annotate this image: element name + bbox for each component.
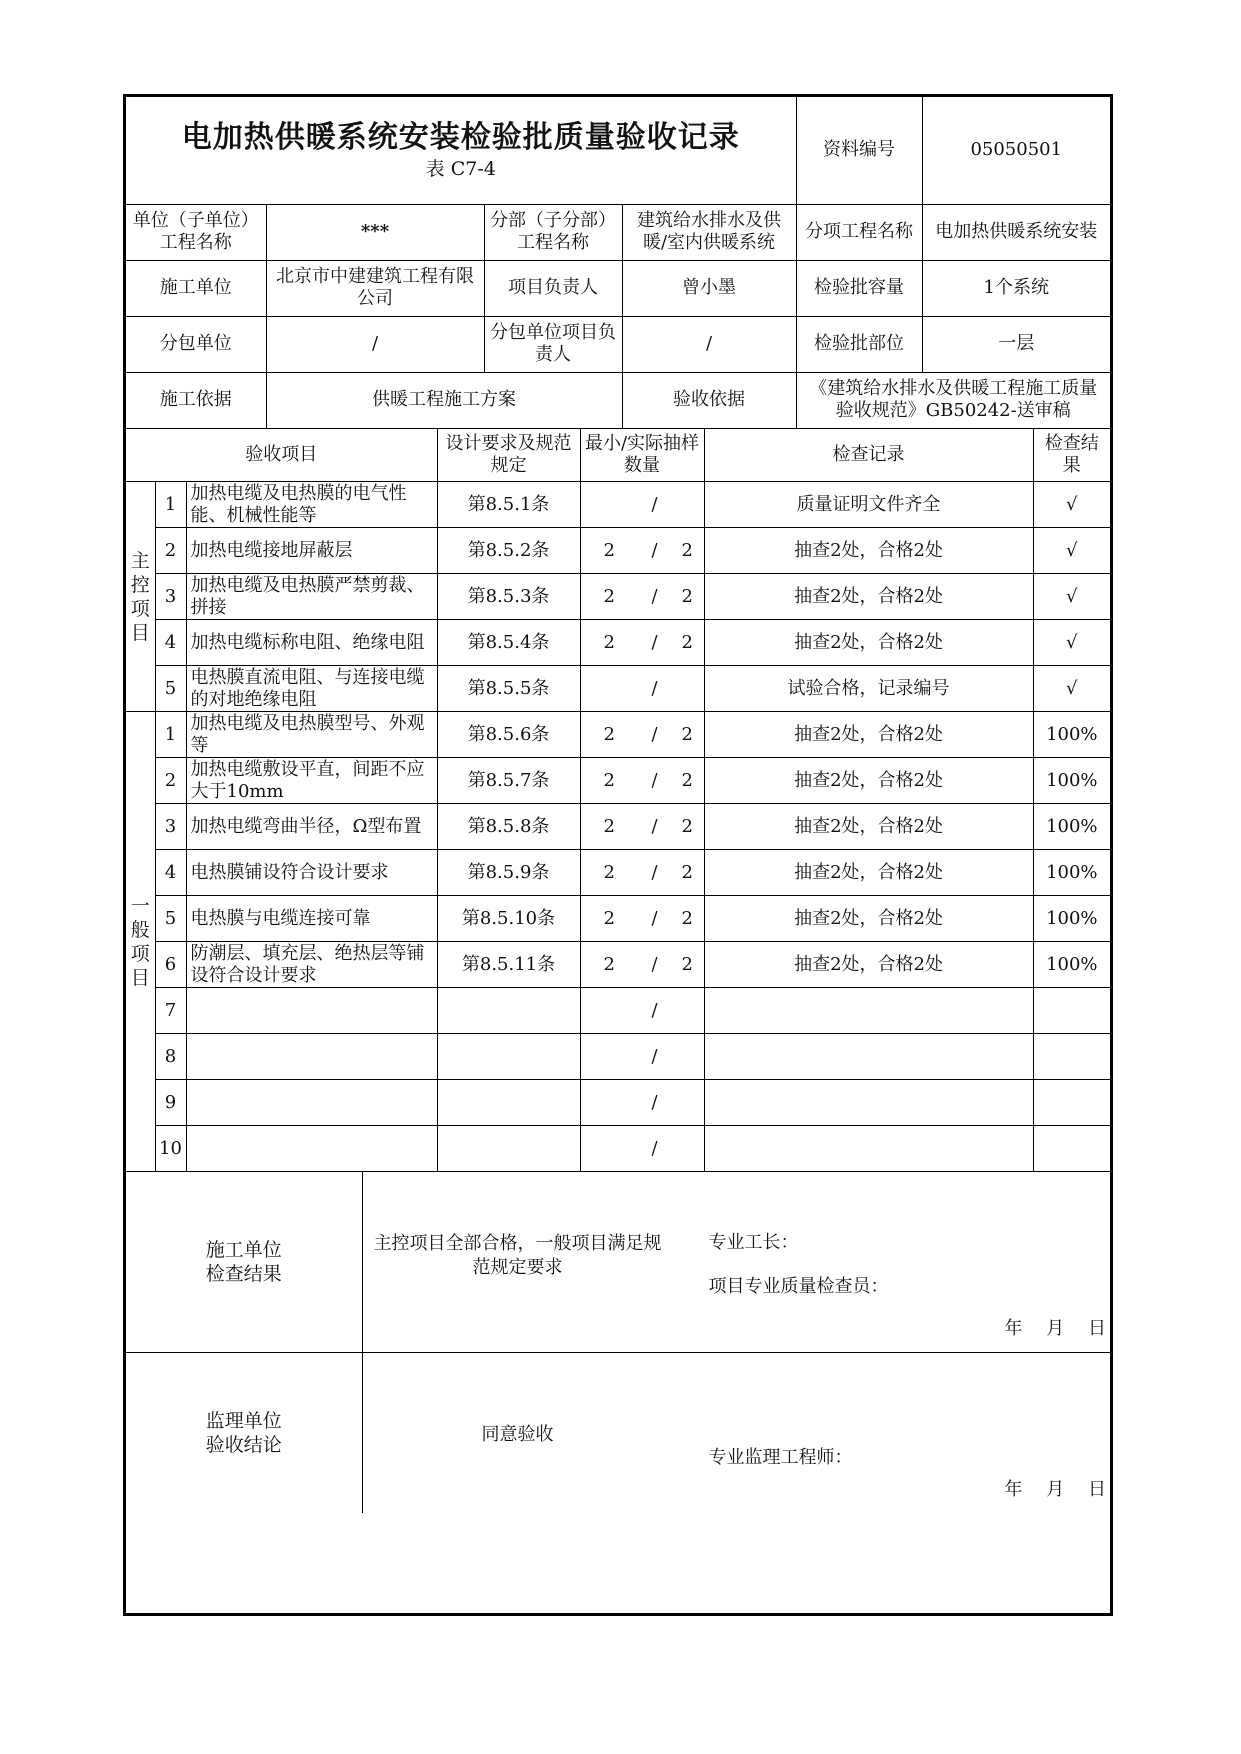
row-min-sample: [580, 1126, 638, 1172]
basis-value: 供暖工程施工方案: [266, 372, 622, 428]
row-clause: 第8.5.3条: [437, 574, 580, 620]
row-record: 抽查2处，合格2处: [704, 712, 1033, 758]
row-number: 2: [155, 758, 186, 804]
row-actual-sample: [671, 482, 704, 528]
main-control-row: [126, 620, 1110, 666]
row-clause: [437, 1080, 580, 1126]
row-result: √: [1033, 574, 1110, 620]
row-clause: 第8.5.10条: [437, 896, 580, 942]
row-record: 抽查2处，合格2处: [704, 804, 1033, 850]
row-actual-sample: 2: [671, 850, 704, 896]
row-item: [186, 988, 437, 1034]
row-result: [1033, 1080, 1110, 1126]
construction-check-title-text: 施工单位检查结果: [205, 1238, 282, 1285]
row-clause: [437, 1126, 580, 1172]
row-result: 100%: [1033, 942, 1110, 988]
supervision-cell: [362, 1352, 1110, 1513]
inspector-label: 项目专业质量检查员：: [708, 1276, 889, 1297]
row-actual-sample: [671, 1034, 704, 1080]
table-number: 表 C7-4: [425, 158, 496, 181]
row-actual-sample: 2: [671, 712, 704, 758]
row-sample-separator: /: [638, 482, 671, 528]
row-clause: 第8.5.6条: [437, 712, 580, 758]
row-sample-separator: /: [638, 758, 671, 804]
row-clause: 第8.5.9条: [437, 850, 580, 896]
row-item: 加热电缆标称电阻、绝缘电阻: [186, 620, 437, 666]
subcontractor-value: /: [266, 316, 484, 372]
row-actual-sample: 2: [671, 758, 704, 804]
row-record: 抽查2处，合格2处: [704, 758, 1033, 804]
row-clause: 第8.5.8条: [437, 804, 580, 850]
construction-check-date: 年 月 日: [1004, 1317, 1106, 1339]
col-header-design: 设计要求及规范规定: [437, 429, 580, 482]
subitem-label: 分项工程名称: [796, 204, 922, 260]
general-row: [126, 1126, 1110, 1172]
main-control-group-label-char: 主: [130, 549, 150, 572]
general-group-label-char: 一: [130, 894, 150, 917]
row-item: [186, 1034, 437, 1080]
row-item: 加热电缆敷设平直，间距不应大于10mm: [186, 758, 437, 804]
row-min-sample: 2: [580, 528, 638, 574]
row-number: 3: [155, 804, 186, 850]
row-item: [186, 1126, 437, 1172]
row-number: 3: [155, 574, 186, 620]
foreman-label: 专业工长：: [708, 1232, 799, 1253]
row-record: 抽查2处，合格2处: [704, 528, 1033, 574]
row-actual-sample: [671, 1080, 704, 1126]
row-record: [704, 1126, 1033, 1172]
general-group-label-char: 般: [130, 918, 150, 941]
row-item: 电热膜直流电阻、与连接电缆的对地绝缘电阻: [186, 666, 437, 712]
row-min-sample: 2: [580, 942, 638, 988]
acceptance-label: 验收依据: [622, 372, 796, 428]
row-actual-sample: 2: [671, 804, 704, 850]
row-item: 加热电缆及电热膜的电气性能、机械性能等: [186, 482, 437, 528]
row-sample-separator: /: [638, 942, 671, 988]
row-clause: [437, 988, 580, 1034]
row-min-sample: [580, 482, 638, 528]
col-header-result: 检查结果: [1033, 429, 1110, 482]
row-result: 100%: [1033, 804, 1110, 850]
row-min-sample: [580, 1034, 638, 1080]
location-value: 一层: [922, 316, 1110, 372]
row-sample-separator: /: [638, 1080, 671, 1126]
general-group-label-char: 目: [130, 966, 150, 989]
main-control-row: [126, 528, 1110, 574]
subitem-value: 电加热供暖系统安装: [922, 204, 1110, 260]
sub-pm-value: /: [622, 316, 796, 372]
row-item: 电热膜铺设符合设计要求: [186, 850, 437, 896]
division-value: 建筑给水排水及供暖/室内供暖系统: [622, 204, 796, 260]
row-record: [704, 1034, 1033, 1080]
row-sample-separator: /: [638, 528, 671, 574]
supervision-date: 年 月 日: [1004, 1478, 1106, 1500]
doc-no-label: 资料编号: [796, 97, 922, 204]
row-item: 加热电缆及电热膜严禁剪裁、拼接: [186, 574, 437, 620]
doc-no-value: 05050501: [922, 97, 1110, 204]
inspection-items-table: [126, 429, 1110, 1173]
row-actual-sample: [671, 1126, 704, 1172]
contractor-value: 北京市中建建筑工程有限公司: [266, 260, 484, 316]
row-item: 电热膜与电缆连接可靠: [186, 896, 437, 942]
row-sample-separator: /: [638, 620, 671, 666]
col-header-sample: 最小/实际抽样数量: [580, 429, 704, 482]
row-record: 抽查2处，合格2处: [704, 942, 1033, 988]
signature-table: [126, 1172, 1110, 1513]
row-clause: 第8.5.2条: [437, 528, 580, 574]
row-min-sample: [580, 988, 638, 1034]
supervision-result: 同意验收: [481, 1423, 554, 1445]
contractor-label: 施工单位: [126, 260, 266, 316]
row-number: 2: [155, 528, 186, 574]
general-row: [126, 942, 1110, 988]
header-info-table: [126, 97, 1110, 429]
title-cell: [126, 97, 796, 204]
row-actual-sample: 2: [671, 620, 704, 666]
row-sample-separator: /: [638, 1034, 671, 1080]
row-sample-separator: /: [638, 896, 671, 942]
general-row: [126, 988, 1110, 1034]
basis-label: 施工依据: [126, 372, 266, 428]
row-record: [704, 1080, 1033, 1126]
subcontractor-label: 分包单位: [126, 316, 266, 372]
division-label: 分部（子分部）工程名称: [484, 204, 622, 260]
supervision-title: [126, 1352, 362, 1513]
general-row: [126, 712, 1110, 758]
row-number: 10: [155, 1126, 186, 1172]
engineer-label: 专业监理工程师：: [708, 1446, 853, 1468]
row-sample-separator: /: [638, 666, 671, 712]
main-control-group-label-char: 项: [130, 597, 150, 620]
row-sample-separator: /: [638, 988, 671, 1034]
row-min-sample: 2: [580, 620, 638, 666]
row-record: 抽查2处，合格2处: [704, 850, 1033, 896]
acceptance-value: 《建筑给水排水及供暖工程施工质量验收规范》GB50242-送审稿: [796, 372, 1110, 428]
row-clause: [437, 1034, 580, 1080]
row-min-sample: 2: [580, 850, 638, 896]
unit-value: ***: [266, 204, 484, 260]
row-record: 抽查2处，合格2处: [704, 620, 1033, 666]
row-result: √: [1033, 482, 1110, 528]
row-actual-sample: [671, 666, 704, 712]
row-sample-separator: /: [638, 574, 671, 620]
row-number: 4: [155, 850, 186, 896]
row-sample-separator: /: [638, 1126, 671, 1172]
row-number: 1: [155, 712, 186, 758]
main-control-row: [126, 666, 1110, 712]
row-min-sample: [580, 666, 638, 712]
row-actual-sample: 2: [671, 896, 704, 942]
general-row: [126, 758, 1110, 804]
row-item: 加热电缆接地屏蔽层: [186, 528, 437, 574]
row-item: 防潮层、填充层、绝热层等铺设符合设计要求: [186, 942, 437, 988]
row-number: 8: [155, 1034, 186, 1080]
row-result: √: [1033, 620, 1110, 666]
row-result: 100%: [1033, 896, 1110, 942]
row-record: 抽查2处，合格2处: [704, 896, 1033, 942]
general-row: [126, 850, 1110, 896]
row-min-sample: 2: [580, 712, 638, 758]
row-number: 9: [155, 1080, 186, 1126]
location-label: 检验批部位: [796, 316, 922, 372]
row-actual-sample: 2: [671, 942, 704, 988]
row-record: [704, 988, 1033, 1034]
page-title: 电加热供暖系统安装检验批质量验收记录: [181, 120, 740, 156]
row-item: 加热电缆弯曲半径，Ω型布置: [186, 804, 437, 850]
general-row: [126, 896, 1110, 942]
row-number: 4: [155, 620, 186, 666]
row-min-sample: 2: [580, 574, 638, 620]
row-record: 质量证明文件齐全: [704, 482, 1033, 528]
row-result: 100%: [1033, 850, 1110, 896]
main-control-group-label: [126, 482, 155, 712]
row-record: 试验合格，记录编号: [704, 666, 1033, 712]
row-result: 100%: [1033, 758, 1110, 804]
row-min-sample: 2: [580, 758, 638, 804]
row-clause: 第8.5.1条: [437, 482, 580, 528]
row-result: 100%: [1033, 712, 1110, 758]
row-item: [186, 1080, 437, 1126]
row-clause: 第8.5.5条: [437, 666, 580, 712]
main-control-row: [126, 574, 1110, 620]
col-header-record: 检查记录: [704, 429, 1033, 482]
unit-label: 单位（子单位）工程名称: [126, 204, 266, 260]
capacity-value: 1个系统: [922, 260, 1110, 316]
construction-check-cell: [362, 1172, 1110, 1352]
row-number: 5: [155, 666, 186, 712]
general-group-label: [126, 712, 155, 1172]
inspection-record-sheet: [123, 94, 1113, 1616]
row-result: √: [1033, 528, 1110, 574]
capacity-label: 检验批容量: [796, 260, 922, 316]
row-item: 加热电缆及电热膜型号、外观等: [186, 712, 437, 758]
row-result: √: [1033, 666, 1110, 712]
row-number: 6: [155, 942, 186, 988]
row-min-sample: 2: [580, 804, 638, 850]
main-control-group-label-char: 目: [130, 621, 150, 644]
row-min-sample: [580, 1080, 638, 1126]
sub-pm-label: 分包单位项目负责人: [484, 316, 622, 372]
supervision-title-text: 监理单位验收结论: [205, 1409, 282, 1456]
row-number: 1: [155, 482, 186, 528]
row-clause: 第8.5.7条: [437, 758, 580, 804]
row-sample-separator: /: [638, 712, 671, 758]
row-actual-sample: 2: [671, 574, 704, 620]
row-min-sample: 2: [580, 896, 638, 942]
row-number: 5: [155, 896, 186, 942]
row-actual-sample: 2: [671, 528, 704, 574]
main-control-group-label-char: 控: [130, 573, 150, 596]
main-control-row: [126, 482, 1110, 528]
row-sample-separator: /: [638, 850, 671, 896]
row-result: [1033, 1034, 1110, 1080]
row-actual-sample: [671, 988, 704, 1034]
construction-check-result: 主控项目全部合格，一般项目满足规范规定要求: [373, 1233, 662, 1278]
general-row: [126, 1080, 1110, 1126]
row-sample-separator: /: [638, 804, 671, 850]
general-group-label-char: 项: [130, 942, 150, 965]
row-clause: 第8.5.4条: [437, 620, 580, 666]
general-row: [126, 1034, 1110, 1080]
pm-value: 曾小墨: [622, 260, 796, 316]
row-number: 7: [155, 988, 186, 1034]
row-result: [1033, 1126, 1110, 1172]
col-header-item: 验收项目: [126, 429, 437, 482]
row-record: 抽查2处，合格2处: [704, 574, 1033, 620]
row-clause: 第8.5.11条: [437, 942, 580, 988]
construction-check-title: [126, 1172, 362, 1352]
general-row: [126, 804, 1110, 850]
pm-label: 项目负责人: [484, 260, 622, 316]
row-result: [1033, 988, 1110, 1034]
